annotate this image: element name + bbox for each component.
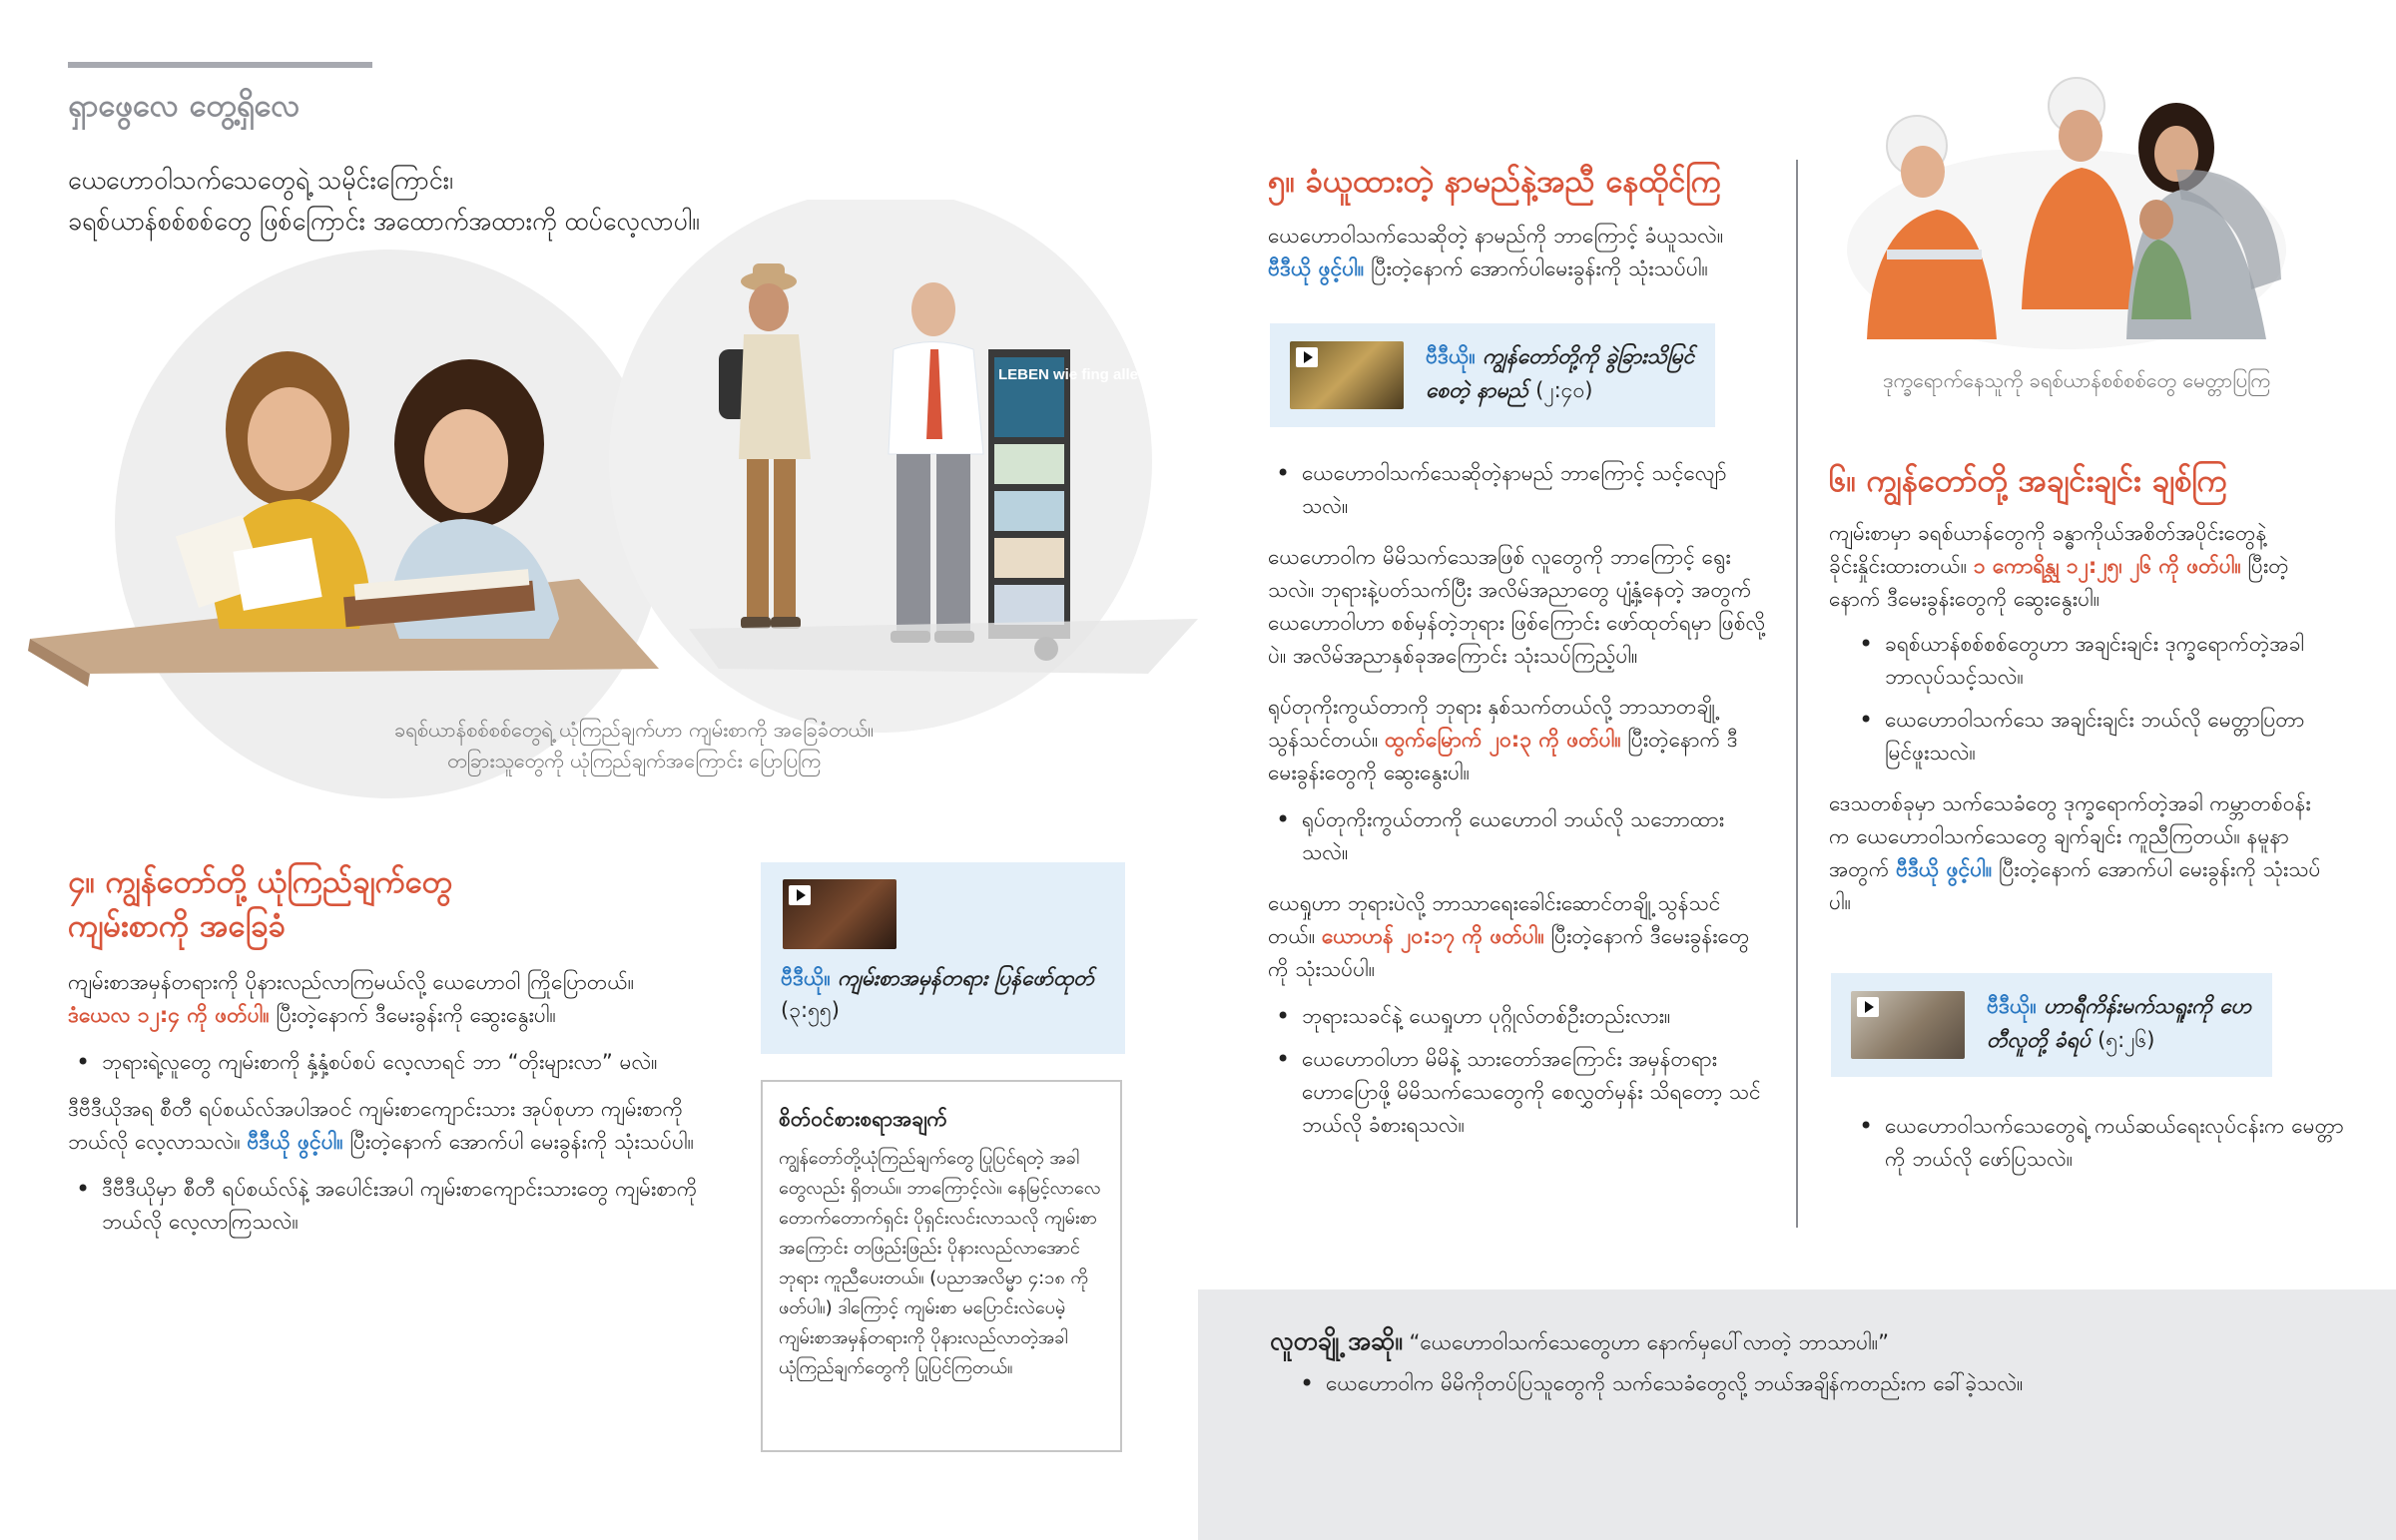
section-6-p1-text: ကျမ်းစာမှာ ခရစ်ယာန်တွေကို ခန္ဓာကိုယ်အစိတ်အပိုင်းတွေနဲ့ ခိုင်းနှိုင်းထားတယ်။ xyxy=(1829,521,2267,578)
section-4-p1-text: ကျမ်းစာအမှန်တရားကို ပိုနားလည်လာကြမယ်လို့ ယေဟောဝါ ကြိုပြောတယ်။ xyxy=(68,970,635,994)
section-6-bullet-1: • ခရစ်ယာန်စစ်စစ်တွေဟာ အချင်းချင်း ဒုက္ခရောက်တဲ့အခါ ဘာလုပ်သင့်သလဲ။ xyxy=(1851,628,2328,694)
footer-band xyxy=(1198,1289,2396,1540)
play-icon[interactable] xyxy=(789,885,811,905)
section-5-paragraph-4 xyxy=(1268,887,1767,986)
hero-illustration xyxy=(0,200,1198,798)
relief-illustration xyxy=(1847,50,2286,349)
scripture-link-daniel[interactable]: ဒံယေလ ၁၂:၄ ကို ဖတ်ပါ။ xyxy=(68,1003,270,1027)
hero-caption-line-1: ခရစ်ယာန်စစ်စစ်တွေရဲ့ ယုံကြည်ချက်ဟာ ကျမ်းစာကို အခြေခံတယ်။ xyxy=(393,718,874,742)
section-4-p2-text: ဒီဗီဒီယိုအရ စီတီ ရပ်စယ်လ်အပါအဝင် ကျမ်းစာကျောင်းသား အုပ်စုဟာ ကျမ်းစာကို ဘယ်လို လေ့လာသလဲ။ xyxy=(68,1097,684,1154)
video-5-label xyxy=(1426,339,1705,407)
video-thumbnail[interactable] xyxy=(1851,991,1965,1059)
section-5-p4-tail: ပြီးတဲ့နောက် ဒီမေးခွန်းတွေကို သုံးသပ်ပါ။ xyxy=(1268,924,1750,981)
section-5-title: ၅။ ခံယူထားတဲ့ နာမည်နဲ့အညီ နေထိုင်ကြ xyxy=(1268,164,1722,200)
section-6-paragraph-1 xyxy=(1829,517,2328,616)
play-icon[interactable] xyxy=(1296,347,1318,367)
footer-label: လူတချို့ အဆို။ xyxy=(1270,1326,1403,1355)
section-5-bullet-4: • ယေဟောဝါဟာ မိမိနဲ့ သားတော်အကြောင်း အမှန်တရား ဟောပြောဖို့ မိမိသက်သေတွေကို စေလွှတ်မှန်း သိရတော့ သင် ဘယ်လို ခံစားရသလဲ။ xyxy=(1268,1043,1767,1142)
video-tag: ဗီဒီယို။ xyxy=(781,966,831,990)
section-4-bullet-1: • ဘုရားရဲ့လူတွေ ကျမ်းစာကို နှံ့နှံ့စပ်စပ် လေ့လာရင် ဘာ “တိုးများလာ” မလဲ။ xyxy=(68,1046,727,1079)
section-5-bullet-3: • ဘုရားသခင်နဲ့ ယေရှုဟာ ပုဂ္ဂိုလ်တစ်ဦးတည်းလား။ xyxy=(1268,1000,1767,1033)
section-6 xyxy=(1829,459,2328,919)
play-icon[interactable] xyxy=(1857,997,1879,1017)
section-5-p1-text: ယေဟောဝါသက်သေဆိုတဲ့ နာမည်ကို ဘာကြောင့် ခံယူသလဲ။ xyxy=(1268,224,1724,248)
section-4-paragraph-2 xyxy=(68,1093,727,1159)
section-5-paragraph-1 xyxy=(1268,220,1767,285)
video-title: ဟာရီကိန်းမက်သရူးကို ဟေတီလူတို့ ခံရပ် xyxy=(1987,994,2252,1052)
section-5-body xyxy=(1268,457,1767,1142)
video-box-4[interactable] xyxy=(761,862,1125,1054)
video-tag: ဗီဒီယို။ xyxy=(1426,344,1476,368)
intro-line-2: ခရစ်ယာန်စစ်စစ်တွေ ဖြစ်ကြောင်း အထောက်အထားကို ထပ်လေ့လာပါ။ xyxy=(68,207,700,236)
video-4-label xyxy=(781,962,1110,1026)
video-tag: ဗီဒီယို။ xyxy=(1987,994,2037,1018)
section-5-bullet-1: • ယေဟောဝါသက်သေဆိုတဲ့နာမည် ဘာကြောင့် သင့်လျော်သလဲ။ xyxy=(1268,457,1767,523)
info-box-title: စိတ်ဝင်စားစရာအချက် xyxy=(779,1107,947,1131)
footer-quote-text: “ယေဟောဝါသက်သေတွေဟာ နောက်မှပေါ်လာတဲ့ ဘာသာပါ။” xyxy=(1402,1330,1889,1354)
section-6-p1-tail: ပြီးတဲ့နောက် ဒီမေးခွန်းတွေကို ဆွေးနွေးပါ။ xyxy=(1829,554,2289,611)
video-duration: (၂:၄၀) xyxy=(1535,378,1593,402)
section-5-p4-text: ယေရှုဟာ ဘုရားပဲလို့ ဘာသာရေးခေါင်းဆောင်တချို့ သွန်သင်တယ်။ xyxy=(1268,891,1721,948)
info-box xyxy=(761,1080,1122,1452)
video-box-6[interactable] xyxy=(1831,973,2272,1077)
column-divider xyxy=(1796,160,1798,1228)
scripture-link-corinthians[interactable]: ၁ ကောရိန္သု ၁၂:၂၅၊ ၂၆ ကို ဖတ်ပါ။ xyxy=(1973,554,2241,578)
play-video-link[interactable]: ဗီဒီယို ဖွင့်ပါ။ xyxy=(247,1130,343,1154)
video-duration: (၃:၅၅) xyxy=(781,998,840,1022)
info-box-body: ကျွန်တော်တို့ယုံကြည်ချက်တွေ ပြုပြင်ရတဲ့ အခါတွေလည်း ရှိတယ်။ ဘာကြောင့်လဲ။ နေမြင့်လာလေ တောက်တောက်ရှင်း ပိုရှင်းလင်းလာသလို ကျမ်းစာအကြောင်း တဖြည်းဖြည်း ပိုနားလည်လာအောင် ဘုရား ကူညီပေးတယ်။ (ပညာအလိမ္မာ ၄:၁၈ ကို ဖတ်ပါ။) ဒါကြောင့် ကျမ်းစာ မပြောင်းလဲပေမဲ့ ကျမ်းစာအမှန်တရားကို ပိုနားလည်လာတဲ့အခါ ယုံကြည်ချက်တွေကို ပြုပြင်ကြတယ်။ xyxy=(779,1148,1101,1378)
intro-line-1: ယေဟောဝါသက်သေတွေရဲ့ သမိုင်းကြောင်း၊ xyxy=(68,166,453,195)
section-5-p1-tail: ပြီးတဲ့နောက် အောက်ပါမေးခွန်းကို သုံးသပ်ပါ။ xyxy=(1364,257,1708,280)
section-6-p2-tail: ပြီးတဲ့နောက် အောက်ပါ မေးခွန်းကို သုံးသပ်ပါ။ xyxy=(1829,857,2321,914)
relief-caption: ဒုက္ခရောက်နေသူကို ခရစ်ယာန်စစ်စစ်တွေ မေတ္တာပြကြ xyxy=(1883,368,2270,392)
section-4-p1-tail: ပြီးတဲ့နောက် ဒီမေးခွန်းကို ဆွေးနွေးပါ။ xyxy=(269,1003,556,1027)
section-5-p3-text: ရုပ်တုကိုးကွယ်တာကို ဘုရား နှစ်သက်တယ်လို့ ဘာသာတချို့ သွန်သင်တယ်။ xyxy=(1268,695,1715,752)
cart-text: LEBEN wie fing alles an? xyxy=(998,366,1178,383)
section-4 xyxy=(68,860,727,1239)
video-box-5[interactable] xyxy=(1270,323,1715,427)
section-6-bullet-3: • ယေဟောဝါသက်သေတွေရဲ့ ကယ်ဆယ်ရေးလုပ်ငန်းက မေတ္တာကို ဘယ်လို ဖော်ပြသလဲ။ xyxy=(1851,1110,2362,1176)
section-4-title-line-1: ၄။ ကျွန်တော်တို့ ယုံကြည်ချက်တွေ xyxy=(68,864,452,900)
play-video-link[interactable]: ဗီဒီယို ဖွင့်ပါ။ xyxy=(1895,857,1993,881)
section-5-p3-tail: ပြီးတဲ့နောက် ဒီမေးခွန်းတွေကို ဆွေးနွေးပါ။ xyxy=(1268,728,1738,784)
video-thumbnail[interactable] xyxy=(783,879,897,949)
footer-quote xyxy=(1270,1321,2348,1362)
section-4-title-line-2: ကျမ်းစာကို အခြေခံ xyxy=(68,908,287,944)
section-6-paragraph-2 xyxy=(1829,787,2328,919)
section-4-bullet-2: • ဒီဗီဒီယိုမှာ စီတီ ရပ်စယ်လ်နဲ့ အပေါင်းအပါ ကျမ်းစာကျောင်းသားတွေ ကျမ်းစာကို ဘယ်လို လေ့လာကြသလဲ။ xyxy=(68,1173,727,1239)
hero-caption-line-2: တခြားသူတွေကို ယုံကြည်ချက်အကြောင်း ပြောပြကြ xyxy=(447,749,821,772)
section-4-p2-tail: ပြီးတဲ့နောက် အောက်ပါ မေးခွန်းကို သုံးသပ်ပါ။ xyxy=(342,1130,694,1154)
hero-caption xyxy=(329,715,938,776)
section-5-paragraph-3 xyxy=(1268,691,1767,789)
video-6-label xyxy=(1987,989,2262,1057)
top-rule xyxy=(68,62,372,68)
section-5 xyxy=(1268,160,1767,285)
section-5-bullet-2: • ရုပ်တုကိုးကွယ်တာကို ယေဟောဝါ ဘယ်လို သဘောထားသလဲ။ xyxy=(1268,803,1767,869)
kicker-title: ရှာဖွေလေ တွေ့ရှိလေ xyxy=(68,88,300,124)
section-6-p2-text: ဒေသတစ်ခုမှာ သက်သေခံတွေ ဒုက္ခရောက်တဲ့အခါ ကမ္ဘာတစ်ဝန်းက ယေဟောဝါသက်သေတွေ ချက်ချင်း ကူညီကြတယ်။ နမူနာအတွက် xyxy=(1829,791,2311,881)
section-6-bullet-2: • ယေဟောဝါသက်သေ အချင်းချင်း ဘယ်လို မေတ္တာပြတာ မြင်ဖူးသလဲ။ xyxy=(1851,704,2328,770)
section-6-title: ၆။ ကျွန်တော်တို့ အချင်းချင်း ချစ်ကြ xyxy=(1829,463,2228,499)
video-duration: (၅:၂၆) xyxy=(2097,1028,2155,1052)
section-4-paragraph-1 xyxy=(68,966,727,1032)
footer-bullet: • ယေဟောဝါက မိမိကိုတပ်ပြသူတွေကို သက်သေခံတွေလို့ ဘယ်အချိန်ကတည်းက ခေါ်ခဲ့သလဲ။ xyxy=(1292,1367,2384,1400)
video-thumbnail[interactable] xyxy=(1290,341,1404,409)
section-5-paragraph-2: ယေဟောဝါက မိမိသက်သေအဖြစ် လူတွေကို ဘာကြောင့် ရွေးသလဲ။ ဘုရားနဲ့ပတ်သက်ပြီး အလိမ်အညာတွေ ပျံ့နှံ့နေတဲ့ အတွက် ယေဟောဝါဟာ စစ်မှန်တဲ့ဘုရား ဖြစ်ကြောင်း ဖော်ထုတ်ရမှာ ဖြစ်လို့ပဲ။ အလိမ်အညာနှစ်ခုအကြောင်း သုံးသပ်ကြည့်ပါ။ xyxy=(1268,545,1766,668)
play-video-link[interactable]: ဗီဒီယို ဖွင့်ပါ။ xyxy=(1268,257,1365,280)
scripture-link-john[interactable]: ယောဟန် ၂၀:၁၇ ကို ဖတ်ပါ။ xyxy=(1321,924,1544,948)
section-4-title xyxy=(68,860,727,948)
video-title: ကျွန်တော်တို့ကို ခွဲခြားသိမြင်စေတဲ့ နာမည် xyxy=(1426,344,1695,402)
video-title: ကျမ်းစာအမှန်တရား ပြန်ဖော်ထုတ် xyxy=(830,966,1094,990)
scripture-link-exodus[interactable]: ထွက်မြောက် ၂၀:၃ ကို ဖတ်ပါ။ xyxy=(1385,728,1621,752)
